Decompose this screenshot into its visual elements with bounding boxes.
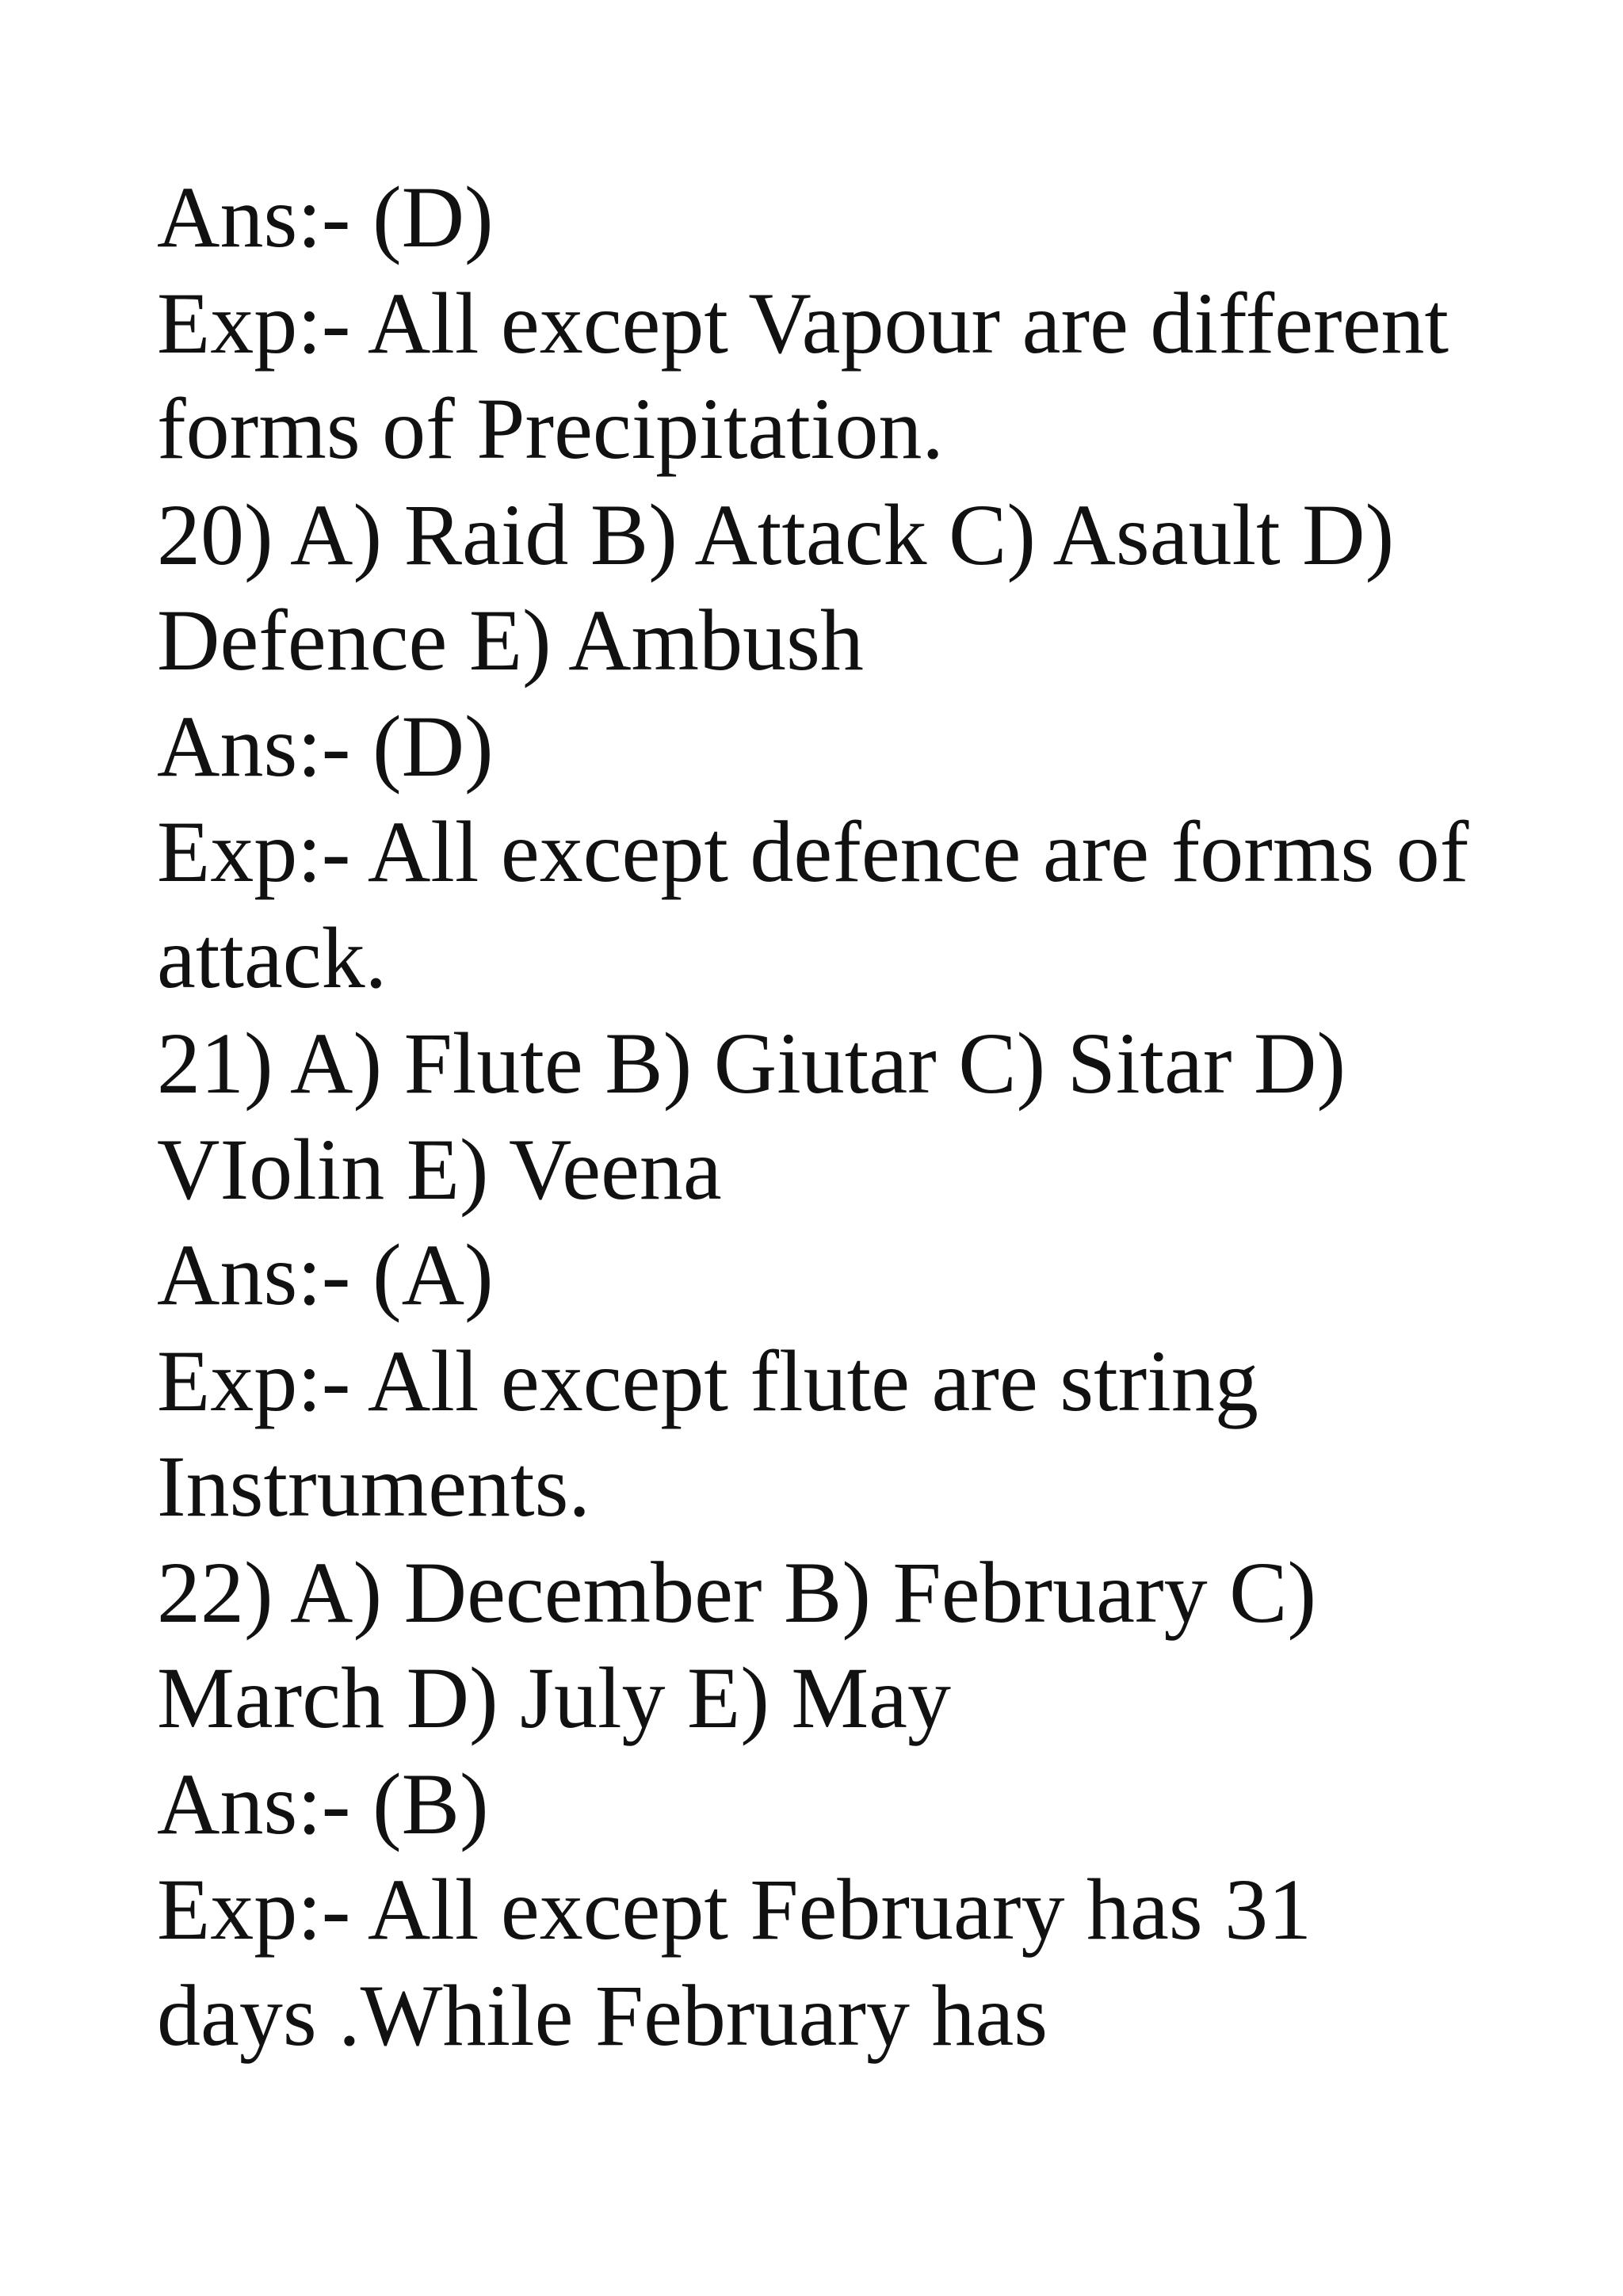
document-text-block [157, 165, 1552, 2069]
explanation-line: Instruments. [157, 1438, 590, 1535]
answer-line: Ans:- (A) [157, 1226, 494, 1323]
explanation-line: attack. [157, 909, 388, 1006]
question-line: Defence E) Ambush [157, 592, 864, 688]
explanation-line: Exp:- All except February has 31 [157, 1861, 1312, 1958]
question-line: VIolin E) Veena [157, 1120, 722, 1218]
answer-line: Ans:- (D) [157, 697, 494, 795]
explanation-line: Exp:- All except flute are string [157, 1332, 1258, 1429]
question-line: 20) A) Raid B) Attack C) Asault D) [157, 486, 1395, 583]
answer-line: Ans:- (D) [157, 169, 494, 265]
explanation-line: Exp:- All except defence are forms of [157, 803, 1469, 900]
question-line: 22) A) December B) February C) [157, 1543, 1317, 1641]
explanation-line: days .While February has [157, 1966, 1048, 2064]
explanation-line: forms of Precipitation. [157, 380, 944, 477]
question-line: March D) July E) May [157, 1650, 951, 1746]
answer-line: Ans:- (B) [157, 1755, 489, 1852]
question-line: 21) A) Flute B) Giutar C) Sitar D) [157, 1015, 1346, 1112]
explanation-line: Exp:- All except Vapour are different [157, 274, 1449, 372]
